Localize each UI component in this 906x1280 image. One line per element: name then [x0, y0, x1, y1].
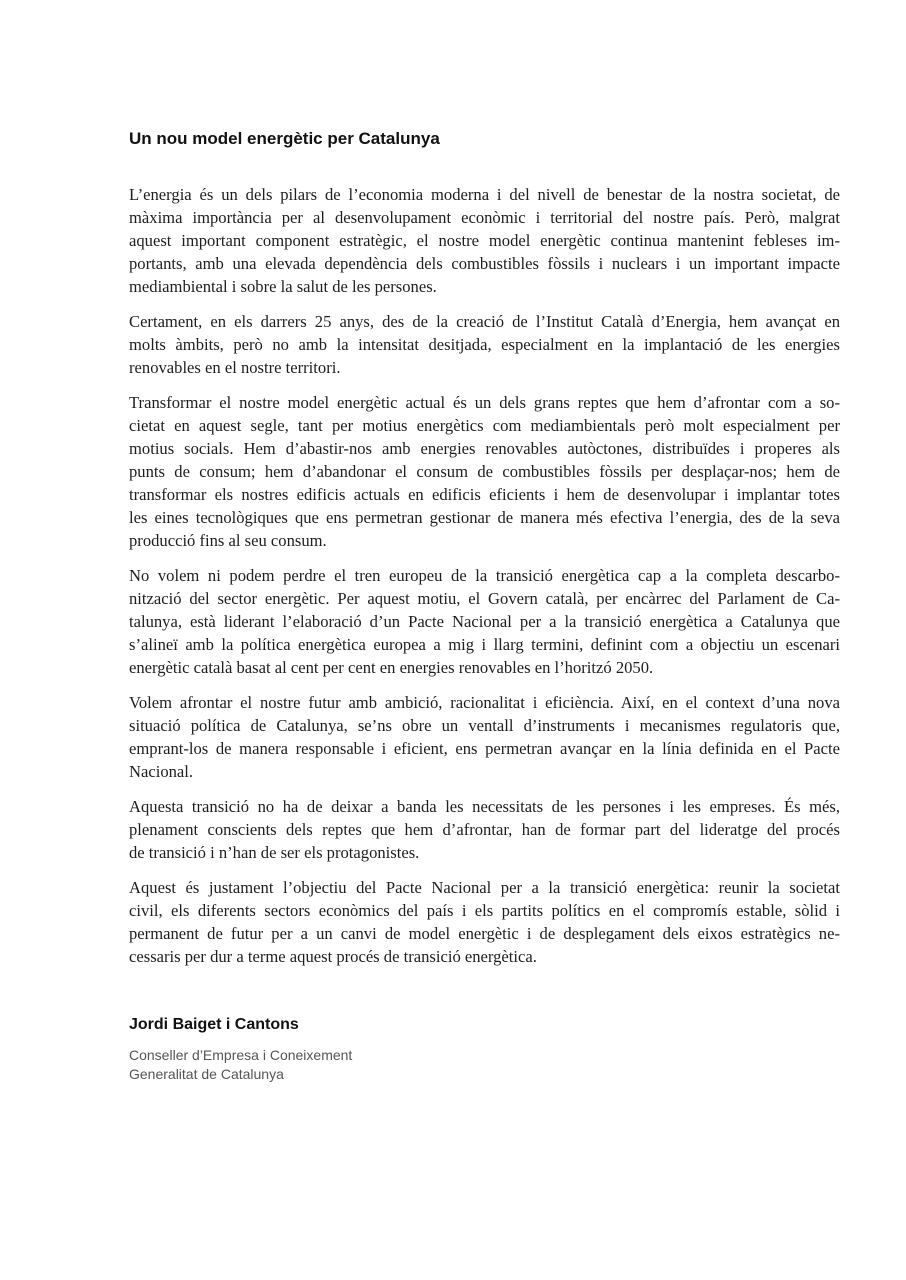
paragraph-line: producció fins al seu consum. — [129, 531, 327, 550]
signature-role: Conseller d’Empresa i Coneixement — [129, 1047, 353, 1063]
paragraph — [129, 691, 840, 783]
paragraph-line: Certament, en els darrers 25 anys, des de la creació de l’Institut Català d’Energia, hem avançat en — [129, 312, 840, 331]
signature-organization: Generalitat de Catalunya — [129, 1066, 284, 1082]
paragraph-line: transformar els nostres edificis actuals en edificis eficients i hem de desenvolupar i implantar totes — [129, 485, 840, 504]
paragraph-line: Nacional. — [129, 762, 194, 781]
paragraph-line: s’alineï amb la política energètica europea a mig i llarg termini, definint com a objectiu un escenari — [129, 635, 840, 654]
signature-block — [129, 1016, 352, 1084]
paragraph-line: aquest important component estratègic, el nostre model energètic continua mantenint febleses im- — [129, 231, 840, 250]
paragraph-line: energètic català basat al cent per cent en energies renovables en l’horitzó 2050. — [129, 658, 654, 677]
paragraph-line: Aquest és justament l’objectiu del Pacte Nacional per a la transició energètica: reunir la societat — [129, 878, 840, 897]
paragraph-line: renovables en el nostre territori. — [129, 358, 341, 377]
paragraph — [129, 876, 840, 968]
paragraph — [129, 310, 840, 379]
paragraph — [129, 795, 840, 864]
paragraph-line: molts àmbits, però no amb la intensitat desitjada, especialment en la implantació de les energies — [129, 335, 840, 354]
paragraph-line: de transició i n’han de ser els protagonistes. — [129, 843, 420, 862]
paragraph-line: màxima importància per al desenvolupament econòmic i territorial del nostre país. Però, malgrat — [129, 208, 840, 227]
paragraph-line: plenament conscients dels reptes que hem d’afrontar, han de formar part del lideratge del procés — [129, 820, 840, 839]
paragraph-line: nització del sector energètic. Per aquest motiu, el Govern català, per encàrrec del Parlament de Ca- — [129, 589, 840, 608]
paragraph — [129, 564, 840, 679]
paragraph-line: mediambiental i sobre la salut de les persones. — [129, 277, 437, 296]
paragraph — [129, 391, 840, 552]
paragraph-line: Aquesta transició no ha de deixar a banda les necessitats de les persones i les empreses. És més, — [129, 797, 840, 816]
paragraph-line: No volem ni podem perdre el tren europeu de la transició energètica cap a la completa descarbo- — [129, 566, 840, 585]
paragraph-line: punts de consum; hem d’abandonar el consum de combustibles fòssils per desplaçar-nos; hem de — [129, 462, 840, 481]
paragraph-line: L’energia és un dels pilars de l’economia moderna i del nivell de benestar de la nostra societat, de — [129, 185, 840, 204]
page-title: Un nou model energètic per Catalunya — [129, 129, 440, 148]
paragraph-line: situació política de Catalunya, se’ns obre un ventall d’instruments i mecanismes regulatoris que, — [129, 716, 840, 735]
paragraph-line: talunya, està liderant l’elaboració d’un Pacte Nacional per a la transició energètica a Catalunya que — [129, 612, 840, 631]
paragraph-line: emprant-los de manera responsable i eficient, ens permetran avançar en la línia definida en el Pacte — [129, 739, 840, 758]
paragraph-line: cietat en aquest segle, tant per motius energètics com mediambientals però molt especialment per — [129, 416, 840, 435]
paragraph-line: Transformar el nostre model energètic actual és un dels grans reptes que hem d’afrontar com a so- — [129, 393, 840, 412]
paragraph-line: motius socials. Hem d’abastir-nos amb energies renovables autòctones, distribuïdes i properes als — [129, 439, 840, 458]
document-body — [129, 183, 840, 980]
paragraph-line: civil, els diferents sectors econòmics del país i els partits polítics en el compromís estable, sòlid i — [129, 901, 840, 920]
paragraph-line: les eines tecnològiques que ens permetran gestionar de manera més efectiva l’energia, des de la seva — [129, 508, 840, 527]
paragraph-line: portants, amb una elevada dependència dels combustibles fòssils i nuclears i un important impacte — [129, 254, 840, 273]
paragraph — [129, 183, 840, 298]
paragraph-line: cessaris per dur a terme aquest procés de transició energètica. — [129, 947, 537, 966]
paragraph-line: permanent de futur per a un canvi de model energètic i de desplegament dels eixos estratègics ne- — [129, 924, 840, 943]
signature-name: Jordi Baiget i Cantons — [129, 1016, 299, 1033]
paragraph-line: Volem afrontar el nostre futur amb ambició, racionalitat i eficiència. Així, en el context d’una nova — [129, 693, 840, 712]
